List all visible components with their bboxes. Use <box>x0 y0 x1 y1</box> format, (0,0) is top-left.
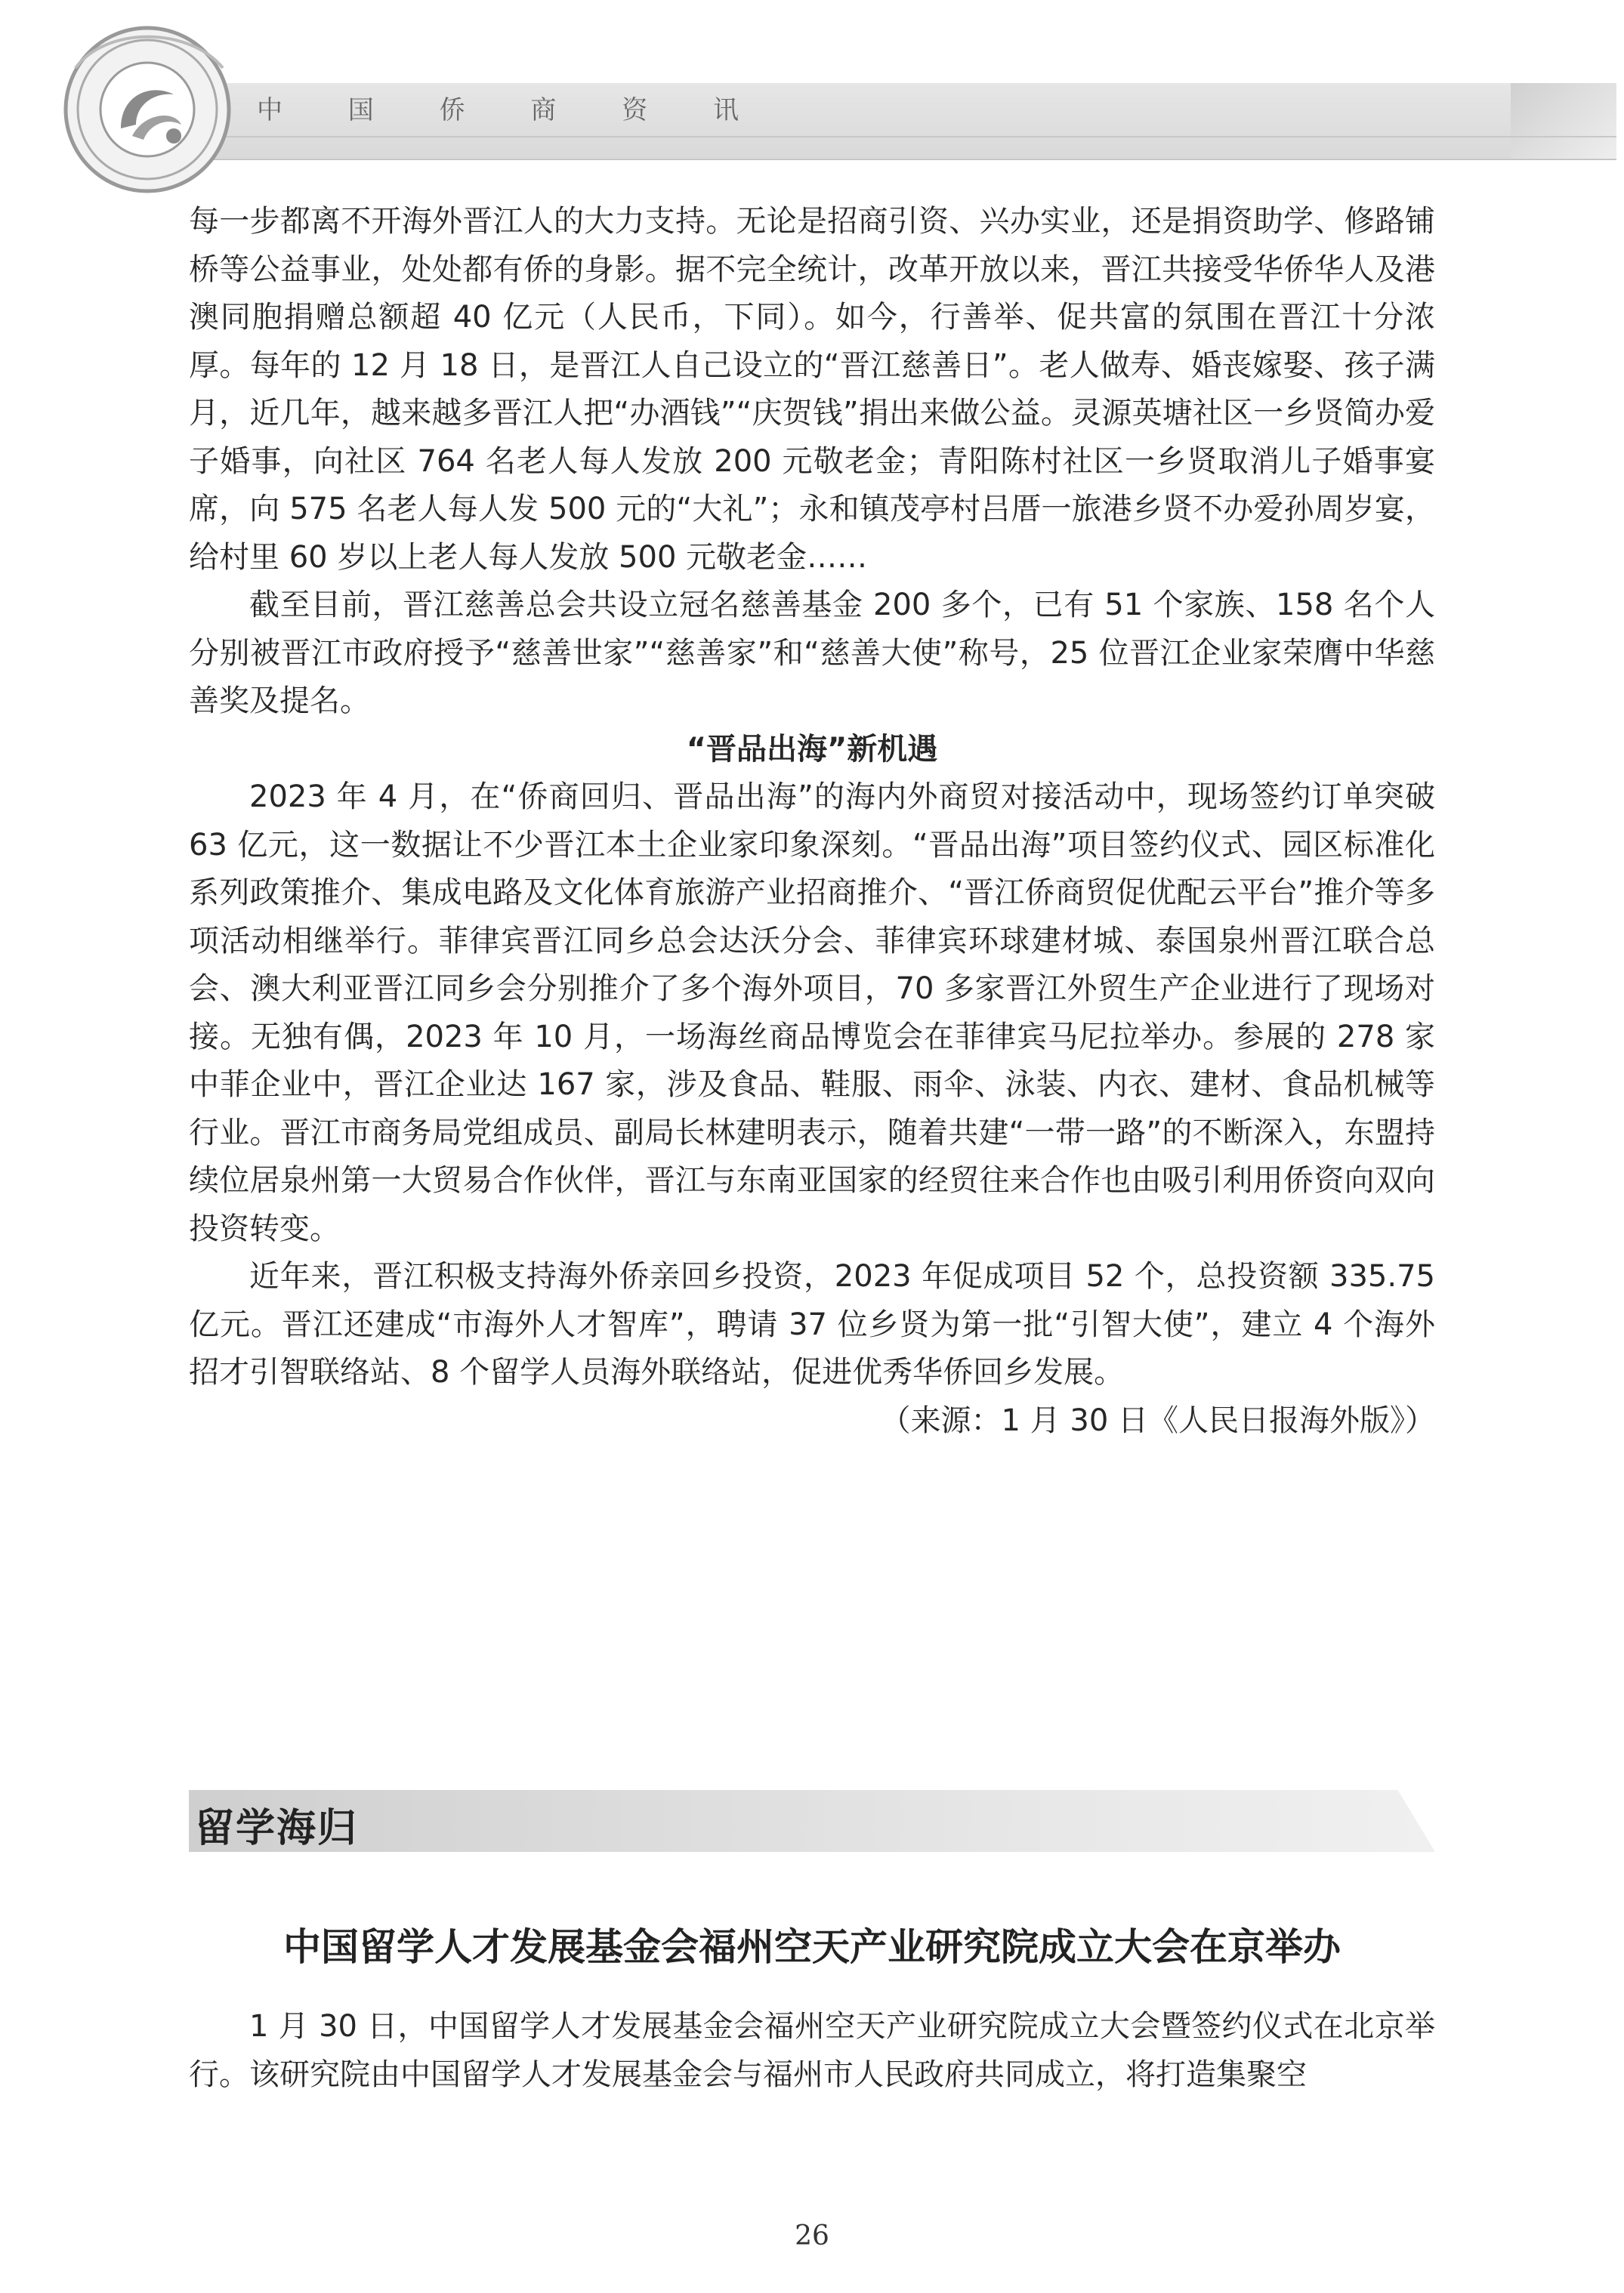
source-citation: （来源：1 月 30 日《人民日报海外版》） <box>880 1403 1435 1438</box>
article-body-2 <box>189 2003 1435 2099</box>
section-label: 留学海归 <box>195 1805 359 1851</box>
article-body <box>189 198 1435 1445</box>
article-title: 中国留学人才发展基金会福州空天产业研究院成立大会在京举办 <box>283 1925 1341 1969</box>
subheading: “晋品出海”新机遇 <box>686 731 938 767</box>
paragraph-2: 截至目前，晋江慈善总会共设立冠名慈善基金 200 多个，已有 51 个家族、158 名个人分别被晋江市政府授予“慈善世家”“慈善家”和“慈善大使”称号，25 位晋江企业家荣膺中华慈善奖及提名。 <box>189 588 1435 718</box>
paragraph-4: 近年来，晋江积极支持海外侨亲回乡投资，2023 年促成项目 52 个，总投资额 335.75 亿元。晋江还建成“市海外人才智库”，聘请 37 位乡贤为第一批“引智大使”，建立 4 个海外招才引智联络站、8 个留学人员海外联络站，促进优秀华侨回乡发展。 <box>189 1259 1435 1390</box>
article-paragraph: 1 月 30 日，中国留学人才发展基金会福州空天产业研究院成立大会暨签约仪式在北京举行。该研究院由中国留学人才发展基金会与福州市人民政府共同成立，将打造集聚空 <box>189 2009 1435 2092</box>
page-number: 26 <box>795 2220 829 2251</box>
paragraph-3: 2023 年 4 月，在“侨商回归、晋品出海”的海内外商贸对接活动中，现场签约订单突破 63 亿元，这一数据让不少晋江本土企业家印象深刻。“晋品出海”项目签约仪式、园区标准化系列政策推介、集成电路及文化体育旅游产业招商推介、“晋江侨商贸促优配云平台”推介等多项活动相继举行。菲律宾晋江同乡总会达沃分会、菲律宾环球建材城、泰国泉州晋江联合总会、澳大利亚晋江同乡会分别推介了多个海外项目，70 多家晋江外贸生产企业进行了现场对接。无独有偶，2023 年 10 月，一场海丝商品博览会在菲律宾马尼拉举办。参展的 278 家中菲企业中，晋江企业达 167 家，涉及食品、鞋服、雨伞、泳装、内衣、建材、食品机械等行业。晋江市商务局党组成员、副局长林建明表示，随着共建“一带一路”的不断深入，东盟持续位居泉州第一大贸易合作伙伴，晋江与东南亚国家的经贸往来合作也由吸引利用侨资向双向投资转变。 <box>189 779 1435 1246</box>
publication-title: 中 国 侨 商 资 讯 <box>257 95 768 125</box>
paragraph-1: 每一步都离不开海外晋江人的大力支持。无论是招商引资、兴办实业，还是捐资助学、修路铺桥等公益事业，处处都有侨的身影。据不完全统计，改革开放以来，晋江共接受华侨华人及港澳同胞捐赠总额超 40 亿元（人民币，下同）。如今，行善举、促共富的氛围在晋江十分浓厚。每年的 12 月 18 日，是晋江人自己设立的“晋江慈善日”。老人做寿、婚丧嫁娶、孩子满月，近几年，越来越多晋江人把“办酒钱”“庆贺钱”捐出来做公益。灵源英塘社区一乡贤简办爱子婚事，向社区 764 名老人每人发放 200 元敬老金；青阳陈村社区一乡贤取消儿子婚事宴席，向 575 名老人每人发 500 元的“大礼”；永和镇茂亭村吕厝一旅港乡贤不办爱孙周岁宴，给村里 60 岁以上老人每人发放 500 元敬老金…… <box>189 204 1435 575</box>
organization-logo <box>60 23 234 196</box>
header-rule <box>113 136 1616 137</box>
section-bar <box>189 1790 1435 1852</box>
